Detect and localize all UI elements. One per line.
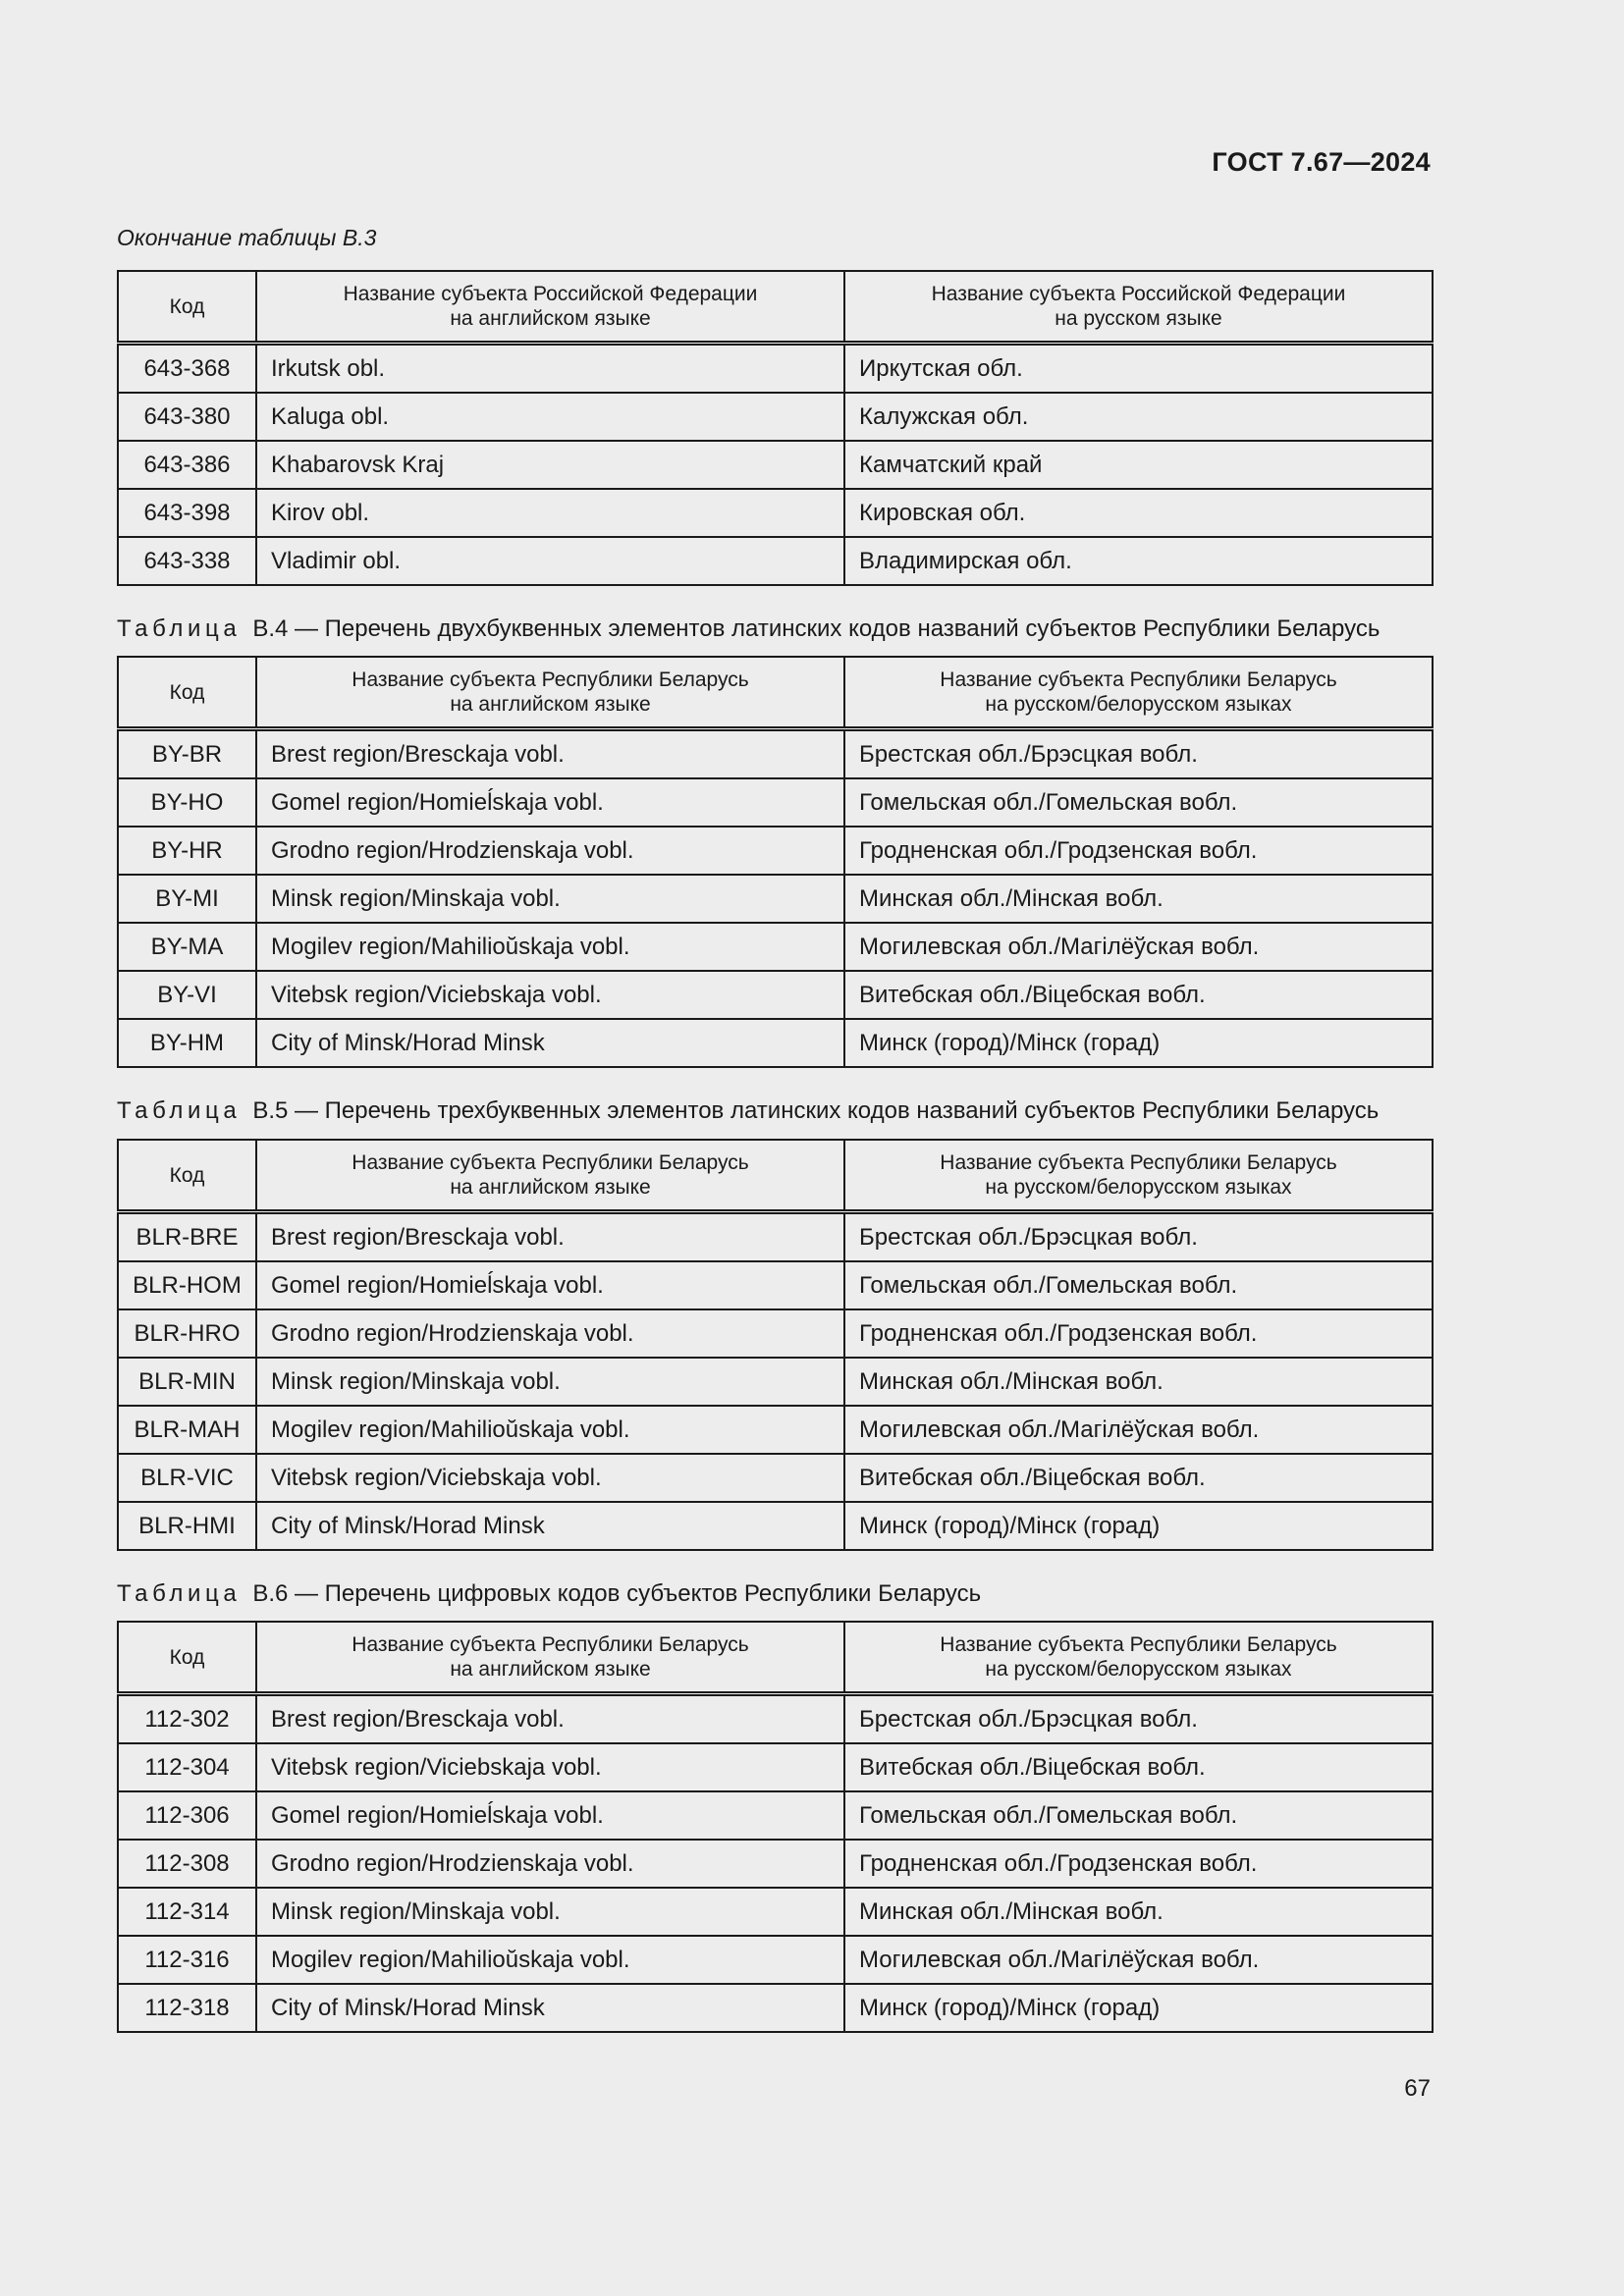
standard-header: ГОСТ 7.67—2024 <box>1212 147 1431 177</box>
cell-code: BLR-HRO <box>118 1309 256 1358</box>
cell-name-ru: Витебская обл./Віцебская вобл. <box>844 971 1433 1019</box>
cell-name-en: City of Minsk/Horad Minsk <box>256 1984 844 2032</box>
cell-code: BLR-HOM <box>118 1261 256 1309</box>
cell-name-en: City of Minsk/Horad Minsk <box>256 1502 844 1550</box>
cell-code: BLR-MAH <box>118 1406 256 1454</box>
cell-code: 643-368 <box>118 344 256 394</box>
cell-code: 112-304 <box>118 1743 256 1791</box>
cell-name-ru: Гомельская обл./Гомельская вобл. <box>844 1261 1433 1309</box>
cell-code: BY-HM <box>118 1019 256 1067</box>
header-name-ru: Название субъекта Республики Беларусь на русском/белорусском языках <box>844 1140 1433 1212</box>
cell-name-ru: Минская обл./Мінская вобл. <box>844 1358 1433 1406</box>
table-header-row <box>118 657 1433 729</box>
cell-name-ru: Минск (город)/Мінск (горад) <box>844 1019 1433 1067</box>
table-b4-caption <box>117 615 1380 643</box>
cell-name-ru: Калужская обл. <box>844 393 1433 441</box>
table-row <box>118 1743 1433 1791</box>
table-header-row <box>118 271 1433 344</box>
cell-code: BLR-VIC <box>118 1454 256 1502</box>
cell-name-en: Grodno region/Hrodzienskaja vobl. <box>256 1840 844 1888</box>
table-row <box>118 393 1433 441</box>
cell-name-ru: Могилевская обл./Магілёўская вобл. <box>844 1406 1433 1454</box>
cell-name-en: Khabarovsk Kraj <box>256 441 844 489</box>
cell-code: BY-MA <box>118 923 256 971</box>
cell-name-en: Kaluga obl. <box>256 393 844 441</box>
caption-word: Таблица <box>117 1097 242 1124</box>
table-row <box>118 537 1433 585</box>
cell-name-en: Mogilev region/Mahilioŭskaja vobl. <box>256 1936 844 1984</box>
cell-name-ru: Минская обл./Мінская вобл. <box>844 875 1433 923</box>
cell-code: BY-VI <box>118 971 256 1019</box>
header-code: Код <box>118 1140 256 1212</box>
header-name-en: Название субъекта Российской Федерации на английском языке <box>256 271 844 344</box>
cell-name-ru: Минск (город)/Мінск (горад) <box>844 1984 1433 2032</box>
caption-text: В.6 — Перечень цифровых кодов субъектов Республики Беларусь <box>252 1580 982 1607</box>
cell-name-en: Minsk region/Minskaja vobl. <box>256 875 844 923</box>
table-row <box>118 1261 1433 1309</box>
cell-name-en: Mogilev region/Mahilioŭskaja vobl. <box>256 1406 844 1454</box>
table-row <box>118 1309 1433 1358</box>
header-name-en: Название субъекта Республики Беларусь на английском языке <box>256 1622 844 1694</box>
header-code: Код <box>118 271 256 344</box>
cell-code: 112-306 <box>118 1791 256 1840</box>
cell-name-en: Brest region/Bresckaja vobl. <box>256 1694 844 1744</box>
table-row <box>118 489 1433 537</box>
table-continuation-title: Окончание таблицы В.3 <box>117 225 377 250</box>
caption-word: Таблица <box>117 615 242 642</box>
table-header-row <box>118 1622 1433 1694</box>
cell-code: BY-BR <box>118 729 256 779</box>
cell-name-en: Mogilev region/Mahilioŭskaja vobl. <box>256 923 844 971</box>
header-name-en: Название субъекта Республики Беларусь на английском языке <box>256 657 844 729</box>
cell-code: 112-316 <box>118 1936 256 1984</box>
cell-code: BLR-MIN <box>118 1358 256 1406</box>
cell-code: 112-318 <box>118 1984 256 2032</box>
table-b5 <box>117 1139 1434 1551</box>
cell-name-ru: Минская обл./Мінская вобл. <box>844 1888 1433 1936</box>
cell-code: BY-HO <box>118 778 256 827</box>
table-row <box>118 1019 1433 1067</box>
cell-name-en: Grodno region/Hrodzienskaja vobl. <box>256 827 844 875</box>
cell-name-ru: Брестская обл./Брэсцкая вобл. <box>844 1212 1433 1262</box>
cell-name-ru: Брестская обл./Брэсцкая вобл. <box>844 1694 1433 1744</box>
cell-code: BLR-HMI <box>118 1502 256 1550</box>
cell-name-en: City of Minsk/Horad Minsk <box>256 1019 844 1067</box>
cell-name-ru: Камчатский край <box>844 441 1433 489</box>
cell-code: BY-HR <box>118 827 256 875</box>
table-row <box>118 923 1433 971</box>
cell-name-en: Vladimir obl. <box>256 537 844 585</box>
cell-name-en: Irkutsk obl. <box>256 344 844 394</box>
cell-name-en: Minsk region/Minskaja vobl. <box>256 1888 844 1936</box>
cell-name-en: Kirov obl. <box>256 489 844 537</box>
cell-name-ru: Могилевская обл./Магілёўская вобл. <box>844 1936 1433 1984</box>
cell-code: 643-386 <box>118 441 256 489</box>
table-row <box>118 1936 1433 1984</box>
cell-code: BY-MI <box>118 875 256 923</box>
table-b4 <box>117 656 1434 1068</box>
table-row <box>118 344 1433 394</box>
cell-name-en: Vitebsk region/Viciebskaja vobl. <box>256 1743 844 1791</box>
cell-name-en: Vitebsk region/Viciebskaja vobl. <box>256 1454 844 1502</box>
table-row <box>118 875 1433 923</box>
cell-name-en: Brest region/Bresckaja vobl. <box>256 729 844 779</box>
cell-name-en: Brest region/Bresckaja vobl. <box>256 1212 844 1262</box>
header-code: Код <box>118 1622 256 1694</box>
table-b3 <box>117 270 1434 586</box>
table-b5-caption <box>117 1097 1379 1125</box>
cell-name-ru: Иркутская обл. <box>844 344 1433 394</box>
table-header-row <box>118 1140 1433 1212</box>
table-row <box>118 778 1433 827</box>
header-name-ru: Название субъекта Республики Беларусь на русском/белорусском языках <box>844 657 1433 729</box>
cell-name-en: Minsk region/Minskaja vobl. <box>256 1358 844 1406</box>
header-code: Код <box>118 657 256 729</box>
cell-name-ru: Витебская обл./Віцебская вобл. <box>844 1743 1433 1791</box>
table-b6 <box>117 1621 1434 2033</box>
table-row <box>118 1406 1433 1454</box>
table-row <box>118 1694 1433 1744</box>
cell-name-ru: Брестская обл./Брэсцкая вобл. <box>844 729 1433 779</box>
table-row <box>118 1888 1433 1936</box>
cell-name-ru: Витебская обл./Віцебская вобл. <box>844 1454 1433 1502</box>
table-row <box>118 729 1433 779</box>
table-row <box>118 1840 1433 1888</box>
table-row <box>118 1791 1433 1840</box>
cell-code: 643-398 <box>118 489 256 537</box>
header-name-ru: Название субъекта Республики Беларусь на русском/белорусском языках <box>844 1622 1433 1694</box>
header-name-en: Название субъекта Республики Беларусь на английском языке <box>256 1140 844 1212</box>
cell-name-ru: Гродненская обл./Гродзенская вобл. <box>844 827 1433 875</box>
cell-name-ru: Гродненская обл./Гродзенская вобл. <box>844 1840 1433 1888</box>
cell-name-ru: Владимирская обл. <box>844 537 1433 585</box>
cell-name-en: Vitebsk region/Viciebskaja vobl. <box>256 971 844 1019</box>
cell-code: 112-302 <box>118 1694 256 1744</box>
cell-name-en: Gomel region/Homieĺskaja vobl. <box>256 1261 844 1309</box>
table-row <box>118 827 1433 875</box>
cell-name-en: Gomel region/Homieĺskaja vobl. <box>256 1791 844 1840</box>
cell-code: 112-314 <box>118 1888 256 1936</box>
cell-code: 643-338 <box>118 537 256 585</box>
cell-name-ru: Могилевская обл./Магілёўская вобл. <box>844 923 1433 971</box>
cell-code: 112-308 <box>118 1840 256 1888</box>
caption-text: В.4 — Перечень двухбуквенных элементов латинских кодов названий субъектов Республики Беларусь <box>252 615 1380 642</box>
cell-name-ru: Гомельская обл./Гомельская вобл. <box>844 1791 1433 1840</box>
table-row <box>118 971 1433 1019</box>
cell-name-en: Gomel region/Homieĺskaja vobl. <box>256 778 844 827</box>
table-row <box>118 1454 1433 1502</box>
page-number: 67 <box>1404 2075 1431 2102</box>
cell-code: 643-380 <box>118 393 256 441</box>
table-row <box>118 1984 1433 2032</box>
table-row <box>118 1358 1433 1406</box>
table-row <box>118 1212 1433 1262</box>
cell-name-ru: Гродненская обл./Гродзенская вобл. <box>844 1309 1433 1358</box>
caption-word: Таблица <box>117 1580 242 1607</box>
cell-name-ru: Минск (город)/Мінск (горад) <box>844 1502 1433 1550</box>
cell-name-ru: Гомельская обл./Гомельская вобл. <box>844 778 1433 827</box>
table-b6-caption <box>117 1580 981 1608</box>
table-row <box>118 441 1433 489</box>
caption-text: В.5 — Перечень трехбуквенных элементов латинских кодов названий субъектов Республики Беларусь <box>252 1097 1380 1124</box>
header-name-ru: Название субъекта Российской Федерации на русском языке <box>844 271 1433 344</box>
cell-name-ru: Кировская обл. <box>844 489 1433 537</box>
cell-name-en: Grodno region/Hrodzienskaja vobl. <box>256 1309 844 1358</box>
cell-code: BLR-BRE <box>118 1212 256 1262</box>
table-row <box>118 1502 1433 1550</box>
